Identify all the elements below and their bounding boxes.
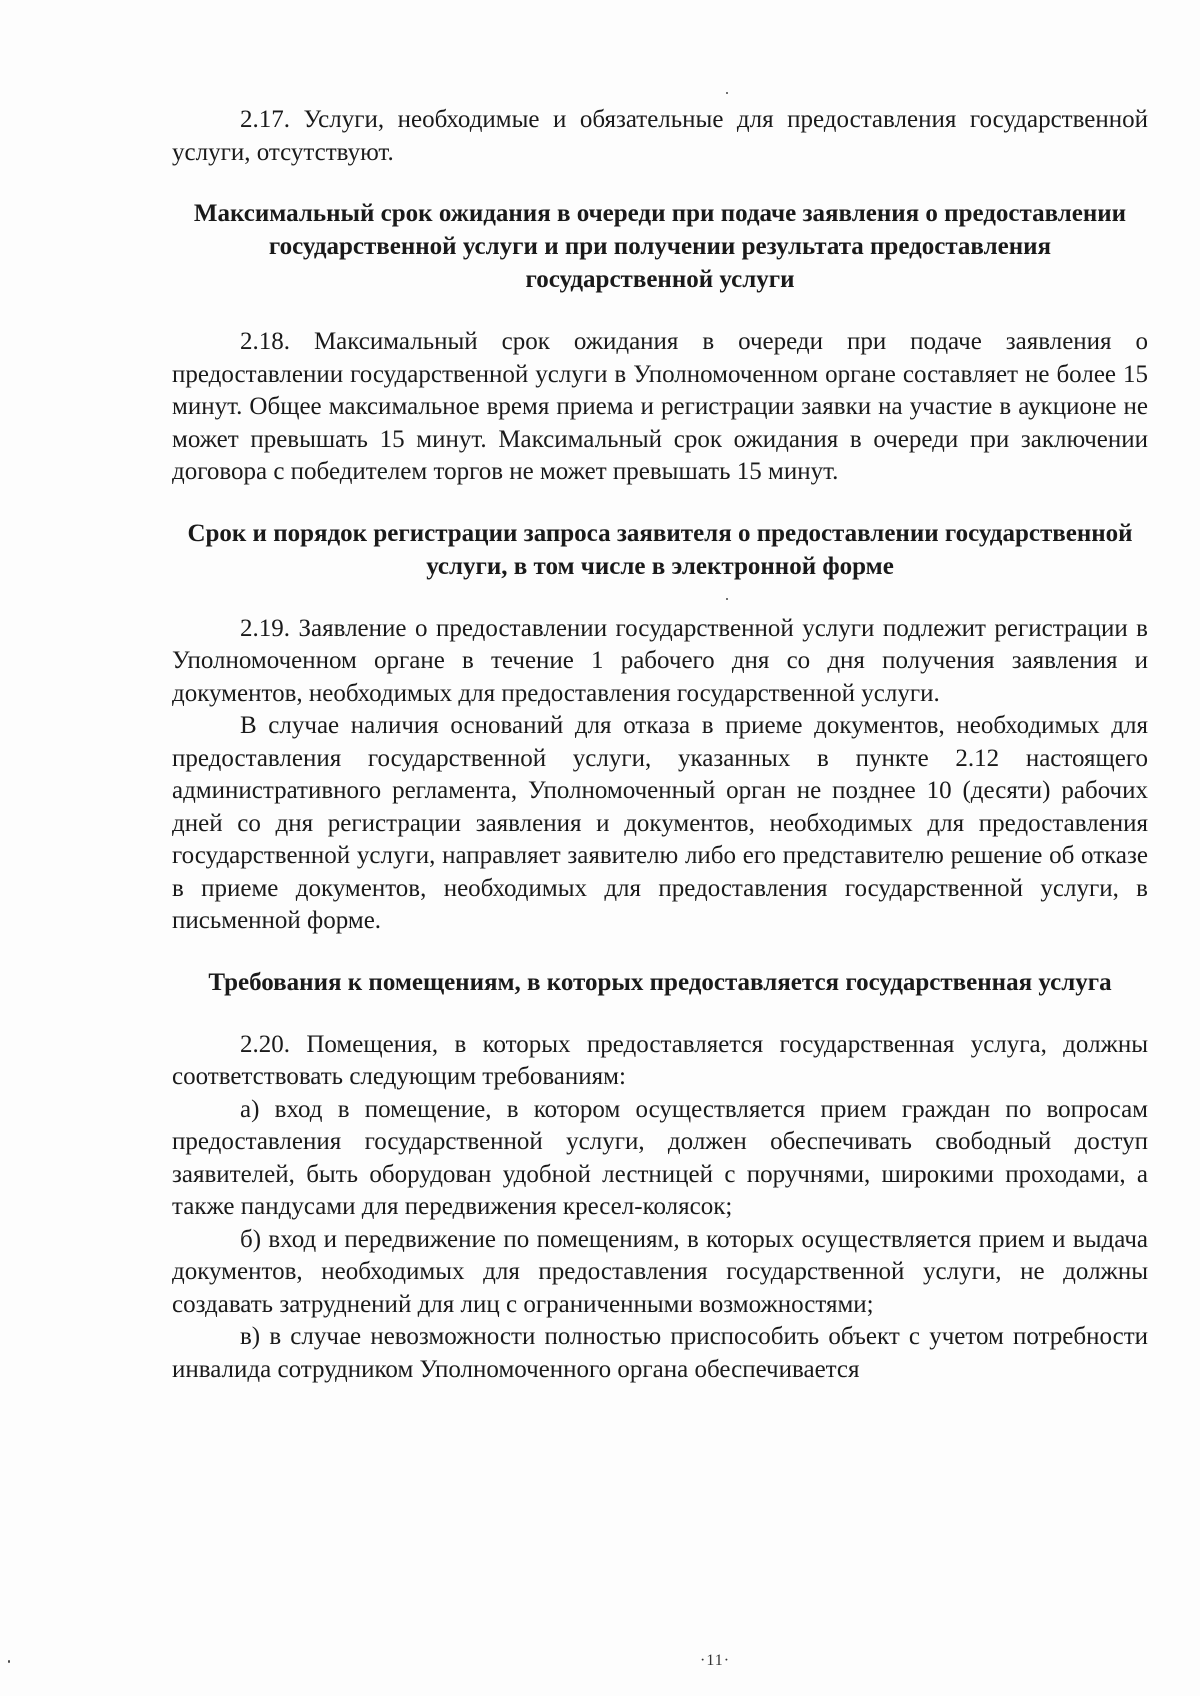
- paragraph-2-20-b: б) вход и передвижение по помещениям, в которых осуществляется прием и выдача документов, необходимых для предоставления государственной услуги, не должны создавать затруднений для лиц с ограниченными возможностями;: [172, 1225, 1148, 1318]
- heading-registration: Срок и порядок регистрации запроса заявителя о предоставлении государственной услуги, в том числе в электронной форме: [187, 519, 1133, 580]
- paragraph-2-20-c: в) в случае невозможности полностью приспособить объект с учетом потребности инвалида сотрудником Уполномоченного органа обеспечивается: [172, 1323, 1148, 1383]
- paragraph-2-19-refusal: В случае наличия оснований для отказа в приеме документов, необходимых для предоставления государственной услуги, указанных в пункте 2.12 настоящего административного регламента, Уполномоченный орган не позднее 10 (десяти) рабочих дней со дня регистрации заявления и документов, необходимых для предоставления государственной услуги, направляет заявителю либо его представителю решение об отказе в приеме документов, необходимых для предоставления государственной услуги, в письменной форме.: [172, 712, 1148, 934]
- paragraph-2-17: 2.17. Услуги, необходимые и обязательные для предоставления государственной услуги, отсутствуют.: [172, 106, 1148, 166]
- scan-speck: [726, 92, 728, 94]
- paragraph-2-18: 2.18. Максимальный срок ожидания в очереди при подаче заявления о предоставлении государственной услуги в Уполномоченном органе составляет не более 15 минут. Общее максимальное время приема и регистрации заявки на участие в аукционе не может превышать 15 минут. Максимальный срок ожидания в очереди при заключении договора с победителем торгов не может превышать 15 минут.: [172, 328, 1148, 485]
- scan-speck: [8, 1660, 10, 1663]
- paragraph-2-19: 2.19. Заявление о предоставлении государственной услуги подлежит регистрации в Уполномоченном органе в течение 1 рабочего дня со дня получения заявления и документов, необходимых для предоставления государственной услуги.: [172, 614, 1148, 707]
- paragraph-2-20-a: а) вход в помещение, в котором осуществляется прием граждан по вопросам предоставления государственной услуги, должен обеспечивать свободный доступ заявителей, быть оборудован удобной лестницей с поручнями, широкими проходами, а также пандусами для передвижения кресел-колясок;: [172, 1095, 1148, 1220]
- paragraph-2-20: 2.20. Помещения, в которых предоставляется государственная услуга, должны соответствовать следующим требованиям:: [172, 1030, 1148, 1090]
- page-number: ·11·: [700, 1652, 731, 1669]
- document-body: [172, 104, 1148, 1386]
- heading-max-wait-time: Максимальный срок ожидания в очереди при подаче заявления о предоставлении государственной услуги и при получении результата предоставления государственной услуги: [193, 200, 1127, 293]
- heading-premises: Требования к помещениям, в которых предоставляется государственная услуга: [208, 968, 1112, 996]
